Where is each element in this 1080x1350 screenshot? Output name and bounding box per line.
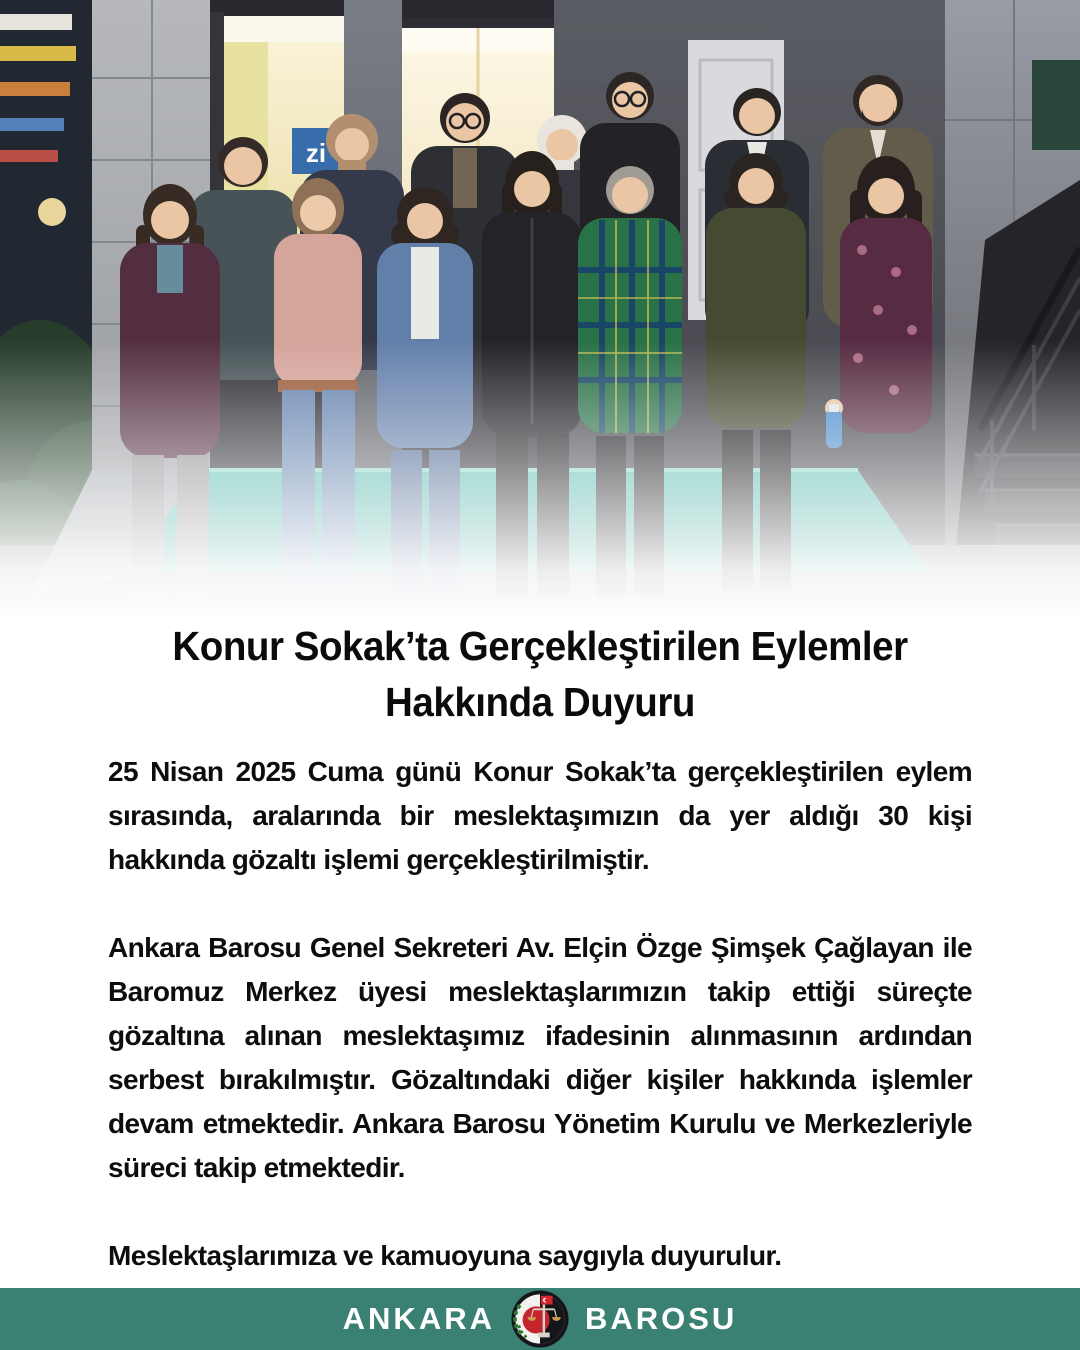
- door-sign-text: zi: [305, 138, 327, 168]
- body-paragraph: 25 Nisan 2025 Cuma günü Konur Sokak’ta gerçekleştirilen eylem sırasında, aralarında bir meslektaşımızın da yer aldığı 30 kişi hakkında gözaltı işlemi gerçekleştirilmiştir.: [108, 756, 972, 875]
- body-paragraph: Meslektaşlarımıza ve kamuoyuna saygıyla duyurulur.: [108, 1240, 782, 1271]
- announcement-title-line1: Konur Sokak’ta Gerçekleştirilen Eylemler: [172, 623, 908, 669]
- group-photo-illustration: [0, 0, 1080, 620]
- ankara-barosu-logo-icon: [511, 1290, 569, 1348]
- announcement-body: [108, 750, 972, 1278]
- footer-text-barosu: BAROSU: [584, 1301, 738, 1336]
- photo-fade: [0, 340, 1080, 620]
- group-photo: [0, 0, 1080, 620]
- announcement-title-line2: Hakkında Duyuru: [385, 679, 695, 725]
- page-title: [0, 618, 1080, 730]
- footer-bar: [0, 1288, 1080, 1350]
- body-paragraph: Ankara Barosu Genel Sekreteri Av. Elçin Özge Şimşek Çağlayan ile Baromuz Merkez üyesi meslektaşlarımızın takip ettiği süreçte gözaltına alınan meslektaşımız ifadesinin alınmasının ardından serbest bırakılmıştır. Gözaltındaki diğer kişiler hakkında işlemler devam etmektedir. Ankara Barosu Yönetim Kurulu ve Merkezleriyle süreci takip etmektedir.: [108, 932, 972, 1183]
- footer-text-ankara: ANKARA: [342, 1301, 495, 1336]
